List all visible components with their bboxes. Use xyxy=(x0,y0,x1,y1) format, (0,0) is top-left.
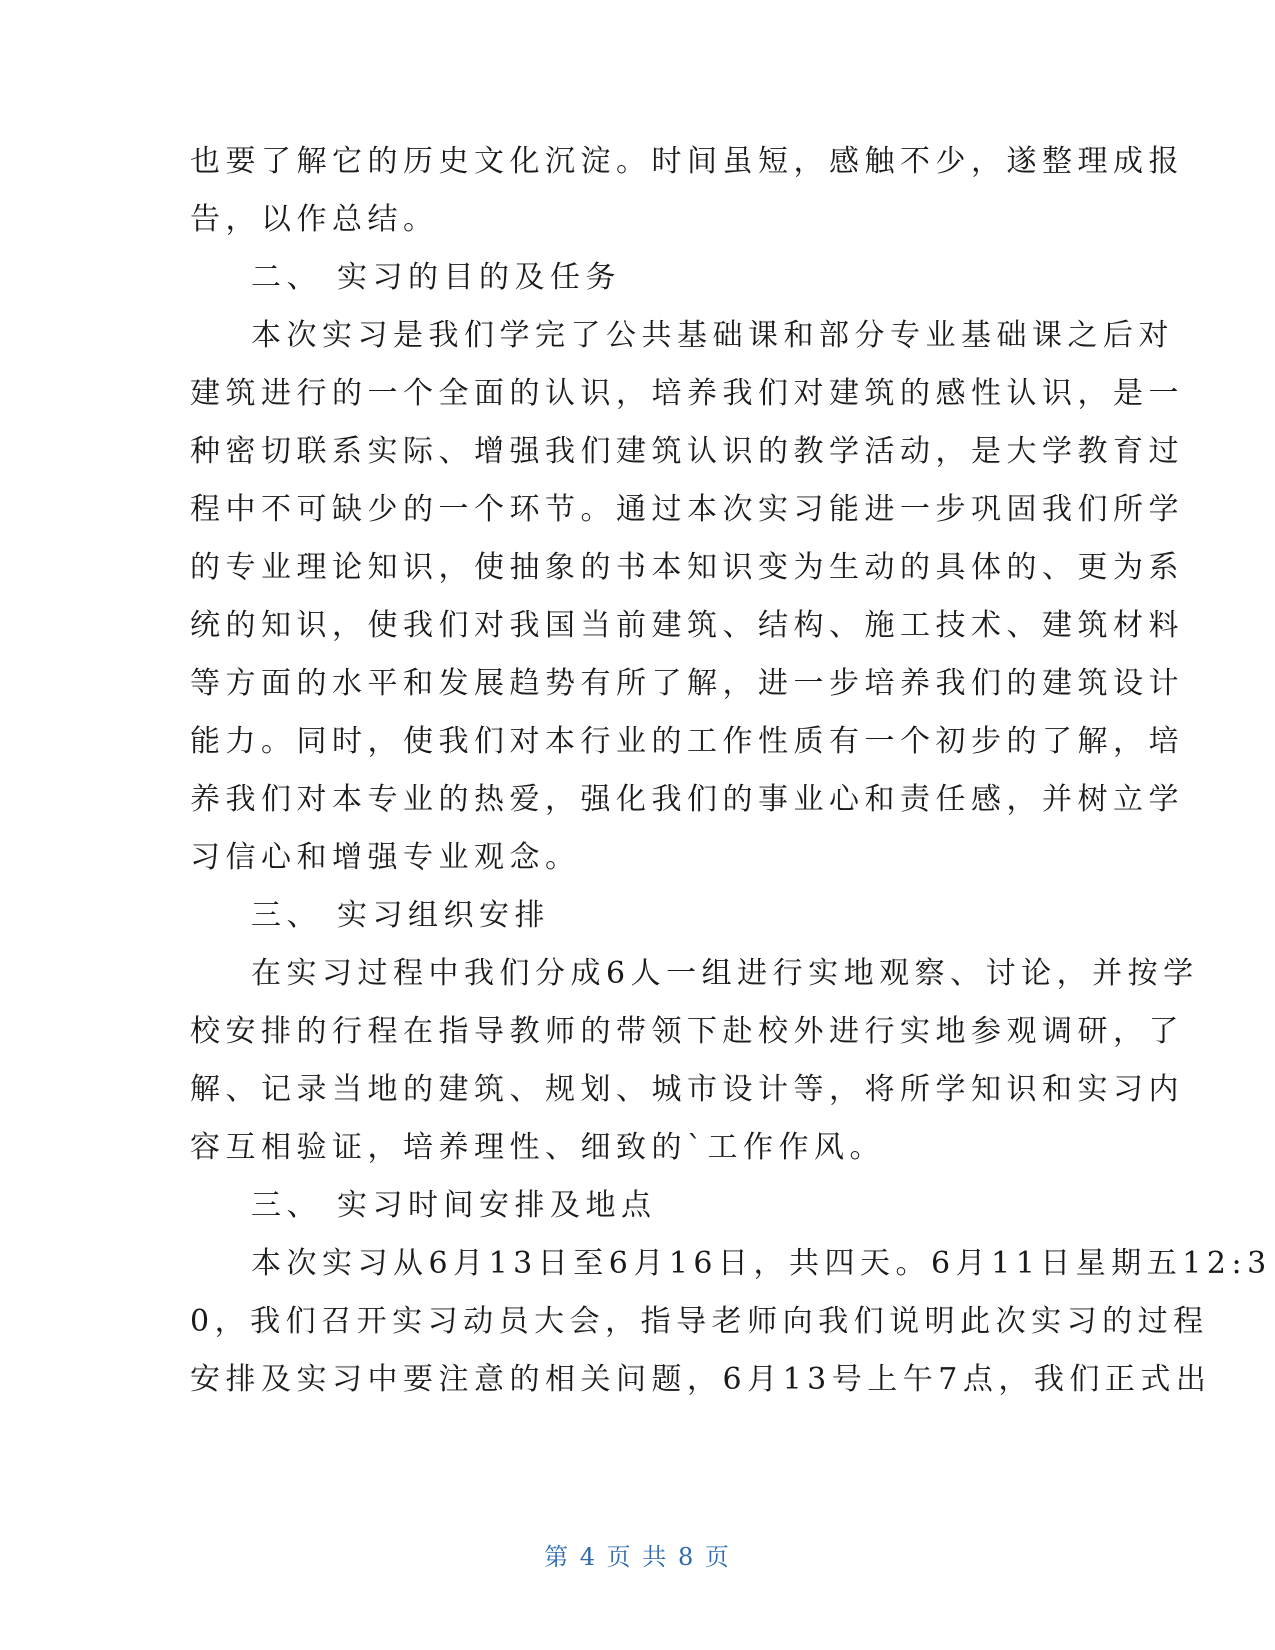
body-text-line: 能力。同时，使我们对本行业的工作性质有一个初步的了解，培 xyxy=(190,724,1184,759)
body-text-line: 本次实习从6月13日至6月16日，共四天。6月11日星期五12:3 xyxy=(251,1246,1272,1281)
body-text-line: 等方面的水平和发展趋势有所了解，进一步培养我们的建筑设计 xyxy=(190,666,1184,701)
body-text-line: 习信心和增强专业观念。 xyxy=(190,840,581,875)
body-text-line: 告，以作总结。 xyxy=(190,202,439,237)
body-text-line: 程中不可缺少的一个环节。通过本次实习能进一步巩固我们所学 xyxy=(190,492,1184,527)
body-text-line: 种密切联系实际、增强我们建筑认识的教学活动，是大学教育过 xyxy=(190,434,1184,469)
body-text-line: 校安排的行程在指导教师的带领下赴校外进行实地参观调研，了 xyxy=(190,1014,1184,1049)
page-number-footer: 第 4 页 共 8 页 xyxy=(544,1543,731,1571)
body-text-line: 统的知识，使我们对我国当前建筑、结构、施工技术、建筑材料 xyxy=(190,608,1184,643)
section-heading: 三、 实习时间安排及地点 xyxy=(251,1188,657,1223)
body-text-line: 养我们对本专业的热爱，强化我们的事业心和责任感，并树立学 xyxy=(190,782,1184,817)
body-text-line: 安排及实习中要注意的相关问题，6月13号上午7点，我们正式出 xyxy=(190,1362,1212,1397)
body-text-line: 容互相验证，培养理性、细致的`工作作风。 xyxy=(190,1130,885,1165)
body-text-line: 在实习过程中我们分成6人一组进行实地观察、讨论，并按学 xyxy=(251,956,1199,991)
body-text-line: 0，我们召开实习动员大会，指导老师向我们说明此次实习的过程 xyxy=(190,1304,1209,1339)
body-text-line: 也要了解它的历史文化沉淀。时间虽短，感触不少，遂整理成报 xyxy=(190,144,1184,179)
body-text-line: 建筑进行的一个全面的认识，培养我们对建筑的感性认识，是一 xyxy=(190,376,1184,411)
body-text-line: 的专业理论知识，使抽象的书本知识变为生动的具体的、更为系 xyxy=(190,550,1184,585)
body-text-line: 解、记录当地的建筑、规划、城市设计等，将所学知识和实习内 xyxy=(190,1072,1184,1107)
body-text-line: 本次实习是我们学完了公共基础课和部分专业基础课之后对 xyxy=(251,318,1174,353)
section-heading: 二、 实习的目的及任务 xyxy=(251,260,622,295)
section-heading: 三、 实习组织安排 xyxy=(251,898,551,933)
